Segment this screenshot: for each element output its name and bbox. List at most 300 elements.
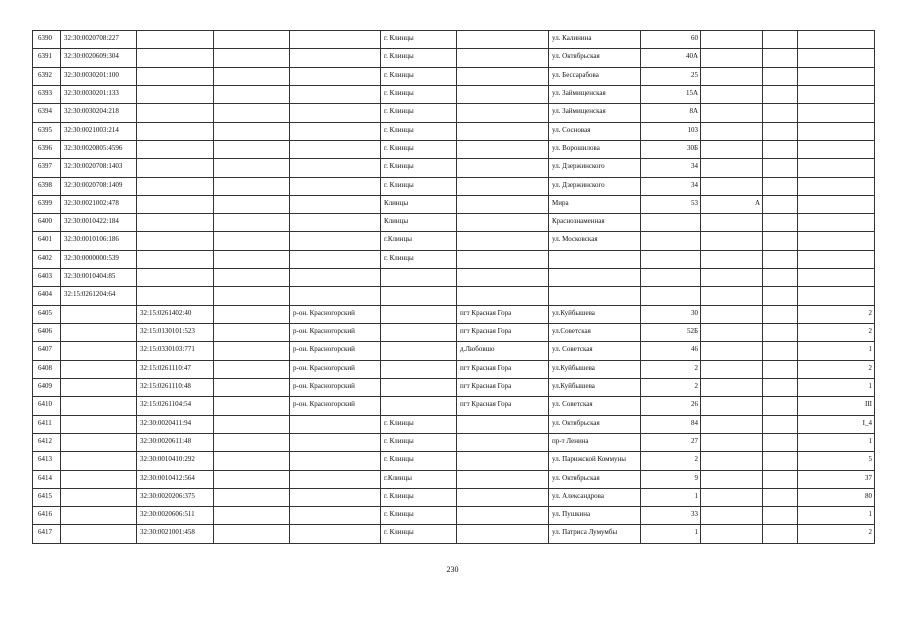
cell-city bbox=[381, 269, 457, 287]
cell-apartment bbox=[798, 85, 875, 103]
cell-house-number: 84 bbox=[641, 415, 701, 433]
cell-apartment bbox=[798, 140, 875, 158]
cell-settlement: пгт Красная Гора bbox=[457, 305, 549, 323]
cell-row-number: 6393 bbox=[33, 85, 61, 103]
cell-house-letter bbox=[701, 85, 763, 103]
cell-city: Клинцы bbox=[381, 195, 457, 213]
cell-district bbox=[290, 195, 381, 213]
cell-house-letter bbox=[701, 488, 763, 506]
cell-blank-column-2 bbox=[763, 507, 798, 525]
cell-blank-column bbox=[214, 287, 290, 305]
cell-row-number: 6397 bbox=[33, 159, 61, 177]
cell-house-number: 30Б bbox=[641, 140, 701, 158]
cell-settlement bbox=[457, 250, 549, 268]
cell-district bbox=[290, 67, 381, 85]
table-row bbox=[33, 159, 875, 177]
cell-cadastral-number-a bbox=[61, 415, 137, 433]
cell-house-letter bbox=[701, 140, 763, 158]
cell-city: г. Клинцы bbox=[381, 250, 457, 268]
cell-house-letter bbox=[701, 177, 763, 195]
cell-settlement bbox=[457, 232, 549, 250]
cell-row-number: 6394 bbox=[33, 104, 61, 122]
cell-row-number: 6400 bbox=[33, 214, 61, 232]
table-row bbox=[33, 415, 875, 433]
cell-row-number: 6391 bbox=[33, 49, 61, 67]
cell-street: пр-т Ленина bbox=[549, 433, 641, 451]
cell-house-number: 26 bbox=[641, 397, 701, 415]
cell-apartment bbox=[798, 159, 875, 177]
cell-house-number bbox=[641, 214, 701, 232]
cell-city: г. Клинцы bbox=[381, 415, 457, 433]
cell-street: ул. Октябрьская bbox=[549, 470, 641, 488]
cell-row-number: 6405 bbox=[33, 305, 61, 323]
cell-district bbox=[290, 269, 381, 287]
cell-cadastral-number-b: 32:15:0261110:47 bbox=[137, 360, 214, 378]
cell-row-number: 6392 bbox=[33, 67, 61, 85]
cell-blank-column bbox=[214, 452, 290, 470]
cell-house-letter bbox=[701, 287, 763, 305]
cell-apartment bbox=[798, 269, 875, 287]
cell-street: ул. Займищенская bbox=[549, 104, 641, 122]
cell-house-number: 34 bbox=[641, 177, 701, 195]
table-row bbox=[33, 140, 875, 158]
cell-row-number: 6398 bbox=[33, 177, 61, 195]
table-row bbox=[33, 324, 875, 342]
cell-house-letter bbox=[701, 49, 763, 67]
cell-city bbox=[381, 305, 457, 323]
cell-apartment bbox=[798, 177, 875, 195]
cell-street: ул.Куйбышева bbox=[549, 305, 641, 323]
cell-house-number: 27 bbox=[641, 433, 701, 451]
cell-district bbox=[290, 433, 381, 451]
cell-house-letter: А bbox=[701, 195, 763, 213]
cell-house-letter bbox=[701, 507, 763, 525]
cell-blank-column-2 bbox=[763, 214, 798, 232]
cell-street: Мира bbox=[549, 195, 641, 213]
cell-blank-column bbox=[214, 49, 290, 67]
cell-house-letter bbox=[701, 122, 763, 140]
cell-street: ул. Дзержинского bbox=[549, 177, 641, 195]
cell-blank-column-2 bbox=[763, 525, 798, 543]
cell-blank-column-2 bbox=[763, 67, 798, 85]
cell-cadastral-number-a bbox=[61, 324, 137, 342]
cell-house-number: 30 bbox=[641, 305, 701, 323]
cell-district: р-он. Красногорский bbox=[290, 360, 381, 378]
cell-cadastral-number-b bbox=[137, 287, 214, 305]
cell-cadastral-number-b bbox=[137, 250, 214, 268]
cell-cadastral-number-b bbox=[137, 214, 214, 232]
cell-cadastral-number-a bbox=[61, 488, 137, 506]
cell-cadastral-number-b bbox=[137, 232, 214, 250]
cell-city: Клинцы bbox=[381, 214, 457, 232]
cell-blank-column bbox=[214, 470, 290, 488]
cell-city: г. Клинцы bbox=[381, 452, 457, 470]
cell-city: г.Клинцы bbox=[381, 470, 457, 488]
cell-house-letter bbox=[701, 67, 763, 85]
cell-settlement bbox=[457, 488, 549, 506]
cell-row-number: 6413 bbox=[33, 452, 61, 470]
cell-row-number: 6412 bbox=[33, 433, 61, 451]
cell-apartment bbox=[798, 49, 875, 67]
cell-blank-column-2 bbox=[763, 177, 798, 195]
table-row bbox=[33, 360, 875, 378]
cell-settlement: пгт Красная Гора bbox=[457, 360, 549, 378]
table-row bbox=[33, 452, 875, 470]
cell-city: г. Клинцы bbox=[381, 31, 457, 49]
table-row bbox=[33, 287, 875, 305]
cell-blank-column bbox=[214, 525, 290, 543]
cell-row-number: 6414 bbox=[33, 470, 61, 488]
table-row bbox=[33, 488, 875, 506]
cell-house-number bbox=[641, 287, 701, 305]
cell-house-number: 52Б bbox=[641, 324, 701, 342]
cell-blank-column bbox=[214, 122, 290, 140]
table-row bbox=[33, 67, 875, 85]
cell-cadastral-number-b: 32:15:0261110:48 bbox=[137, 378, 214, 396]
cell-blank-column-2 bbox=[763, 140, 798, 158]
cell-city: г. Клинцы bbox=[381, 67, 457, 85]
table-row bbox=[33, 104, 875, 122]
cell-district: р-он. Красногорский bbox=[290, 342, 381, 360]
cell-blank-column bbox=[214, 159, 290, 177]
cell-blank-column bbox=[214, 488, 290, 506]
table-row bbox=[33, 470, 875, 488]
cell-cadastral-number-a: 32:30:0020609:304 bbox=[61, 49, 137, 67]
cell-blank-column-2 bbox=[763, 305, 798, 323]
cell-house-number: 8А bbox=[641, 104, 701, 122]
cell-district bbox=[290, 104, 381, 122]
cell-blank-column-2 bbox=[763, 452, 798, 470]
cell-settlement bbox=[457, 525, 549, 543]
cell-blank-column bbox=[214, 397, 290, 415]
register-table bbox=[32, 30, 875, 544]
cell-cadastral-number-b bbox=[137, 269, 214, 287]
cell-district bbox=[290, 159, 381, 177]
cell-street bbox=[549, 269, 641, 287]
cell-house-letter bbox=[701, 433, 763, 451]
cell-blank-column-2 bbox=[763, 488, 798, 506]
cell-city bbox=[381, 287, 457, 305]
cell-city: г. Клинцы bbox=[381, 488, 457, 506]
cell-blank-column bbox=[214, 67, 290, 85]
cell-cadastral-number-a bbox=[61, 525, 137, 543]
cell-house-letter bbox=[701, 415, 763, 433]
cell-district bbox=[290, 415, 381, 433]
cell-row-number: 6403 bbox=[33, 269, 61, 287]
cell-district bbox=[290, 140, 381, 158]
cell-cadastral-number-b: 32:30:0021001:458 bbox=[137, 525, 214, 543]
cell-blank-column-2 bbox=[763, 104, 798, 122]
cell-blank-column bbox=[214, 415, 290, 433]
cell-blank-column-2 bbox=[763, 250, 798, 268]
cell-district bbox=[290, 214, 381, 232]
table-row bbox=[33, 305, 875, 323]
cell-cadastral-number-a bbox=[61, 397, 137, 415]
cell-settlement bbox=[457, 31, 549, 49]
cell-apartment bbox=[798, 31, 875, 49]
cell-street: ул. Ворошилова bbox=[549, 140, 641, 158]
cell-row-number: 6416 bbox=[33, 507, 61, 525]
cell-blank-column bbox=[214, 507, 290, 525]
cell-row-number: 6401 bbox=[33, 232, 61, 250]
cell-cadastral-number-b bbox=[137, 104, 214, 122]
cell-street: Краснознаменная bbox=[549, 214, 641, 232]
cell-cadastral-number-b: 32:30:0020411:94 bbox=[137, 415, 214, 433]
cell-street: ул. Александрова bbox=[549, 488, 641, 506]
cell-blank-column-2 bbox=[763, 378, 798, 396]
cell-house-number: 9 bbox=[641, 470, 701, 488]
cell-row-number: 6395 bbox=[33, 122, 61, 140]
cell-cadastral-number-a: 32:30:0010404:85 bbox=[61, 269, 137, 287]
cell-district bbox=[290, 507, 381, 525]
cell-apartment: 2 bbox=[798, 305, 875, 323]
cell-blank-column-2 bbox=[763, 269, 798, 287]
cell-blank-column bbox=[214, 31, 290, 49]
cell-house-letter bbox=[701, 378, 763, 396]
cell-cadastral-number-b: 32:15:0130101:523 bbox=[137, 324, 214, 342]
cell-house-letter bbox=[701, 470, 763, 488]
cell-cadastral-number-b: 32:15:0330103:771 bbox=[137, 342, 214, 360]
cell-city: г. Клинцы bbox=[381, 177, 457, 195]
cell-street: ул. Пушкина bbox=[549, 507, 641, 525]
cell-blank-column-2 bbox=[763, 49, 798, 67]
cell-cadastral-number-a: 32:30:0010106:186 bbox=[61, 232, 137, 250]
cell-street: ул. Советская bbox=[549, 342, 641, 360]
cell-settlement: пгт Красная Гора bbox=[457, 378, 549, 396]
cell-blank-column bbox=[214, 305, 290, 323]
cell-cadastral-number-a bbox=[61, 378, 137, 396]
cell-city bbox=[381, 378, 457, 396]
cell-row-number: 6404 bbox=[33, 287, 61, 305]
cell-cadastral-number-a: 32:30:0020805:4596 bbox=[61, 140, 137, 158]
cell-apartment: 2 bbox=[798, 525, 875, 543]
cell-settlement bbox=[457, 433, 549, 451]
table-row bbox=[33, 49, 875, 67]
cell-street: ул. Дзержинского bbox=[549, 159, 641, 177]
cell-blank-column-2 bbox=[763, 470, 798, 488]
cell-apartment: 1 bbox=[798, 378, 875, 396]
cell-cadastral-number-a bbox=[61, 470, 137, 488]
cell-row-number: 6390 bbox=[33, 31, 61, 49]
cell-house-letter bbox=[701, 214, 763, 232]
cell-city bbox=[381, 342, 457, 360]
cell-row-number: 6410 bbox=[33, 397, 61, 415]
cell-cadastral-number-b bbox=[137, 122, 214, 140]
cell-cadastral-number-b bbox=[137, 159, 214, 177]
cell-district bbox=[290, 470, 381, 488]
cell-district bbox=[290, 452, 381, 470]
cell-cadastral-number-a: 32:30:0030201:133 bbox=[61, 85, 137, 103]
cell-cadastral-number-b: 32:30:0020206:375 bbox=[137, 488, 214, 506]
cell-blank-column-2 bbox=[763, 433, 798, 451]
table-row bbox=[33, 85, 875, 103]
cell-city: г. Клинцы bbox=[381, 507, 457, 525]
cell-district: р-он. Красногорский bbox=[290, 305, 381, 323]
cell-street bbox=[549, 287, 641, 305]
cell-house-number: 15А bbox=[641, 85, 701, 103]
cell-cadastral-number-a: 32:30:0020708:1403 bbox=[61, 159, 137, 177]
cell-blank-column bbox=[214, 324, 290, 342]
cell-row-number: 6408 bbox=[33, 360, 61, 378]
cell-settlement bbox=[457, 452, 549, 470]
cell-cadastral-number-a: 32:30:0030204:218 bbox=[61, 104, 137, 122]
cell-street: ул. Бессарабова bbox=[549, 67, 641, 85]
cell-street: ул. Займищенская bbox=[549, 85, 641, 103]
cell-house-number: 46 bbox=[641, 342, 701, 360]
cell-apartment: 80 bbox=[798, 488, 875, 506]
cell-blank-column bbox=[214, 433, 290, 451]
cell-house-letter bbox=[701, 397, 763, 415]
cell-row-number: 6399 bbox=[33, 195, 61, 213]
cell-settlement bbox=[457, 415, 549, 433]
cell-blank-column bbox=[214, 214, 290, 232]
cell-settlement bbox=[457, 177, 549, 195]
cell-cadastral-number-a: 32:15:0261204:64 bbox=[61, 287, 137, 305]
cell-settlement bbox=[457, 85, 549, 103]
cell-settlement bbox=[457, 470, 549, 488]
cell-settlement bbox=[457, 140, 549, 158]
cell-house-number: 103 bbox=[641, 122, 701, 140]
cell-district bbox=[290, 49, 381, 67]
cell-row-number: 6406 bbox=[33, 324, 61, 342]
cell-row-number: 6415 bbox=[33, 488, 61, 506]
cell-blank-column bbox=[214, 360, 290, 378]
cell-district bbox=[290, 177, 381, 195]
cell-street: ул.Куйбышева bbox=[549, 360, 641, 378]
table-row bbox=[33, 342, 875, 360]
cell-blank-column bbox=[214, 250, 290, 268]
cell-blank-column bbox=[214, 140, 290, 158]
cell-cadastral-number-a: 32:30:0000000:539 bbox=[61, 250, 137, 268]
cell-settlement bbox=[457, 49, 549, 67]
cell-house-number bbox=[641, 269, 701, 287]
table-row bbox=[33, 31, 875, 49]
cell-blank-column-2 bbox=[763, 287, 798, 305]
cell-house-number: 2 bbox=[641, 452, 701, 470]
cell-apartment: III bbox=[798, 397, 875, 415]
cell-house-number: 1 bbox=[641, 488, 701, 506]
cell-apartment: 2 bbox=[798, 324, 875, 342]
cell-house-number bbox=[641, 232, 701, 250]
cell-house-letter bbox=[701, 31, 763, 49]
cell-row-number: 6407 bbox=[33, 342, 61, 360]
cell-cadastral-number-b bbox=[137, 67, 214, 85]
cell-row-number: 6402 bbox=[33, 250, 61, 268]
cell-blank-column bbox=[214, 85, 290, 103]
cell-apartment bbox=[798, 122, 875, 140]
cell-house-letter bbox=[701, 305, 763, 323]
cell-cadastral-number-a bbox=[61, 433, 137, 451]
cell-house-number: 53 bbox=[641, 195, 701, 213]
cell-settlement: пгт Красная Гора bbox=[457, 324, 549, 342]
cell-cadastral-number-b bbox=[137, 195, 214, 213]
cell-street: ул.Советская bbox=[549, 324, 641, 342]
table-row bbox=[33, 232, 875, 250]
cell-apartment: 37 bbox=[798, 470, 875, 488]
cell-blank-column bbox=[214, 177, 290, 195]
table-row bbox=[33, 433, 875, 451]
cell-street: ул. Октябрьская bbox=[549, 49, 641, 67]
cell-blank-column bbox=[214, 104, 290, 122]
cell-blank-column-2 bbox=[763, 415, 798, 433]
cell-settlement bbox=[457, 269, 549, 287]
cell-district bbox=[290, 488, 381, 506]
cell-apartment: 1 bbox=[798, 433, 875, 451]
cell-house-number: 34 bbox=[641, 159, 701, 177]
cell-house-number: 33 bbox=[641, 507, 701, 525]
cell-blank-column bbox=[214, 269, 290, 287]
cell-blank-column bbox=[214, 342, 290, 360]
cell-cadastral-number-b bbox=[137, 49, 214, 67]
cell-district bbox=[290, 250, 381, 268]
cell-blank-column-2 bbox=[763, 397, 798, 415]
table-row bbox=[33, 507, 875, 525]
cell-city: г. Клинцы bbox=[381, 525, 457, 543]
cell-cadastral-number-b: 32:15:0261104:54 bbox=[137, 397, 214, 415]
cell-cadastral-number-b bbox=[137, 177, 214, 195]
cell-street bbox=[549, 250, 641, 268]
cell-cadastral-number-a: 32:30:0010422:184 bbox=[61, 214, 137, 232]
cell-street: ул. Сосновая bbox=[549, 122, 641, 140]
cell-blank-column-2 bbox=[763, 159, 798, 177]
table-row bbox=[33, 214, 875, 232]
cell-street: ул. Патриса Лумумбы bbox=[549, 525, 641, 543]
cell-street: ул. Московская bbox=[549, 232, 641, 250]
cell-cadastral-number-a bbox=[61, 452, 137, 470]
cell-settlement bbox=[457, 214, 549, 232]
cell-district bbox=[290, 525, 381, 543]
cell-street: ул. Советская bbox=[549, 397, 641, 415]
cell-cadastral-number-b: 32:30:0020606:511 bbox=[137, 507, 214, 525]
cell-house-number: 60 bbox=[641, 31, 701, 49]
cell-city: г. Клинцы bbox=[381, 122, 457, 140]
cell-district bbox=[290, 287, 381, 305]
table-row bbox=[33, 250, 875, 268]
cell-blank-column-2 bbox=[763, 342, 798, 360]
table-row bbox=[33, 195, 875, 213]
cell-cadastral-number-b: 32:30:0010412:564 bbox=[137, 470, 214, 488]
cell-settlement bbox=[457, 122, 549, 140]
cell-house-letter bbox=[701, 232, 763, 250]
cell-city: г. Клинцы bbox=[381, 140, 457, 158]
table-row bbox=[33, 122, 875, 140]
cell-city: г. Клинцы bbox=[381, 85, 457, 103]
cell-house-letter bbox=[701, 525, 763, 543]
cell-house-letter bbox=[701, 360, 763, 378]
cell-city bbox=[381, 324, 457, 342]
cell-city bbox=[381, 360, 457, 378]
cell-house-number: 40А bbox=[641, 49, 701, 67]
cell-settlement bbox=[457, 67, 549, 85]
cell-settlement: пгт Красная Гора bbox=[457, 397, 549, 415]
cell-settlement bbox=[457, 195, 549, 213]
cell-row-number: 6396 bbox=[33, 140, 61, 158]
cell-blank-column-2 bbox=[763, 324, 798, 342]
cell-cadastral-number-b bbox=[137, 31, 214, 49]
cell-city: г. Клинцы bbox=[381, 159, 457, 177]
cell-apartment: 5 bbox=[798, 452, 875, 470]
cell-cadastral-number-a: 32:30:0021003:214 bbox=[61, 122, 137, 140]
cell-blank-column-2 bbox=[763, 232, 798, 250]
cell-house-letter bbox=[701, 159, 763, 177]
cell-settlement bbox=[457, 507, 549, 525]
cell-house-letter bbox=[701, 104, 763, 122]
cell-cadastral-number-a: 32:30:0020708:1409 bbox=[61, 177, 137, 195]
cell-city: г.Клинцы bbox=[381, 232, 457, 250]
cell-street: ул. Октябрьская bbox=[549, 415, 641, 433]
cell-district bbox=[290, 232, 381, 250]
cell-blank-column bbox=[214, 378, 290, 396]
